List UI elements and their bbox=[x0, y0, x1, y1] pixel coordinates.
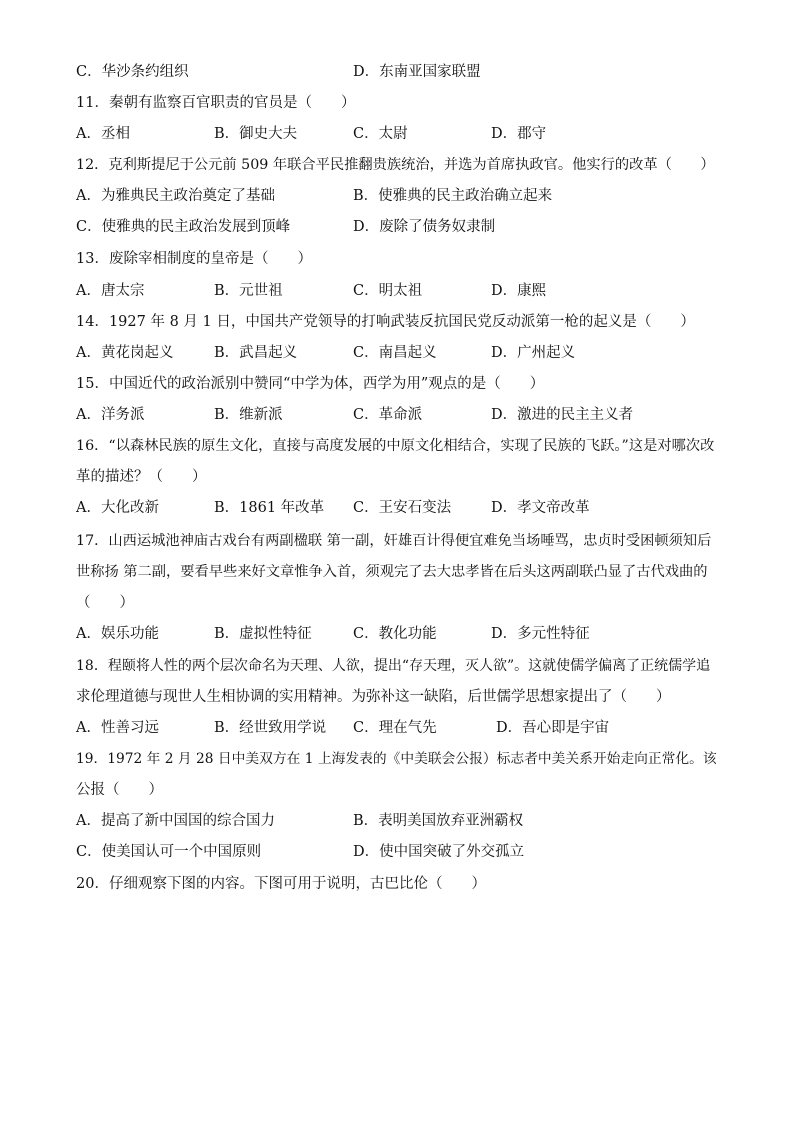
q16-stem-line1: 16．“以森林民族的原生文化，直接与高度发展的中原文化相结合，实现了民族的飞跃。”这是对哪次改 bbox=[76, 438, 715, 454]
q19-option-d: D．使中国突破了外交孤立 bbox=[353, 844, 525, 860]
q18-option-a: A．性善习远 bbox=[76, 720, 159, 736]
q18-option-b: B．经世致用学说 bbox=[214, 720, 327, 736]
q16-stem-line2: 革的描述？（ ） bbox=[76, 469, 207, 485]
q12-stem: 12．克利斯提尼于公元前 509 年联合平民推翻贵族统治，并选为首席执政官。他实行的改革（ ） bbox=[76, 157, 715, 173]
q19-option-b: B．表明美国放弃亚洲霸权 bbox=[353, 813, 524, 829]
q16-option-a: A．大化改新 bbox=[76, 500, 159, 516]
q11-option-d: D．郡守 bbox=[491, 126, 547, 142]
q13-option-d: D．康熙 bbox=[491, 283, 547, 299]
q17-stem-line2: 世称扬 第二副，要看早些来好文章惟争入首，须观完了去大忠孝皆在后头这两副联凸显了古代戏曲的 bbox=[76, 564, 708, 580]
q17-option-b: B．虚拟性特征 bbox=[214, 626, 312, 642]
q16-option-b: B．1861 年改革 bbox=[214, 500, 325, 516]
q18-option-d: D．吾心即是宇宙 bbox=[496, 720, 610, 736]
q15-option-a: A．洋务派 bbox=[76, 407, 145, 423]
q13-option-b: B．元世祖 bbox=[214, 283, 283, 299]
q19-stem-line2: 公报（ ） bbox=[76, 782, 163, 798]
q17-option-a: A．娱乐功能 bbox=[76, 626, 159, 642]
q10-option-d: D．东南亚国家联盟 bbox=[353, 64, 481, 80]
q14-option-b: B．武昌起义 bbox=[214, 345, 298, 361]
q12-option-c: C．使雅典的民主政治发展到顶峰 bbox=[76, 219, 291, 235]
q11-option-b: B．御史大夫 bbox=[214, 126, 298, 142]
q15-stem: 15．中国近代的政治派别中赞同“中学为体，西学为用”观点的是（ ） bbox=[76, 376, 545, 392]
q18-stem-line1: 18．程颐将人性的两个层次命名为天理、人欲，提出“存天理，灭人欲”。这就使儒学偏离了正统儒学追 bbox=[76, 658, 711, 674]
q17-option-d: D．多元性特征 bbox=[491, 626, 590, 642]
q17-stem-line3: （ ） bbox=[76, 595, 134, 611]
q11-option-c: C．太尉 bbox=[353, 126, 408, 142]
q11-option-a: A．丞相 bbox=[76, 126, 130, 142]
q19-stem-line1: 19．1972 年 2 月 28 日中美双方在 1 上海发表的《中美联会公报）标志者中美关系开始走向正常化。该 bbox=[76, 751, 717, 767]
q17-stem-line1: 17．山西运城池神庙古戏台有两副楹联 第一副，奸雄百计得便宜难免当场唾骂，忠贞时受困顿须知后 bbox=[76, 533, 712, 549]
q15-option-c: C．革命派 bbox=[353, 407, 423, 423]
q18-stem-line2: 求伦理道德与现世人生相协调的实用精神。为弥补这一缺陷，后世儒学思想家提出了（ ） bbox=[76, 689, 671, 705]
q16-option-d: D．孝文帝改革 bbox=[491, 500, 590, 516]
q10-option-c: C．华沙条约组织 bbox=[76, 64, 189, 80]
q19-option-c: C．使美国认可一个中国原则 bbox=[76, 844, 262, 860]
q16-option-c: C．王安石变法 bbox=[353, 500, 452, 516]
q15-option-b: B．维新派 bbox=[214, 407, 283, 423]
q14-option-c: C．南昌起义 bbox=[353, 345, 437, 361]
q19-option-a: A．提高了新中国国的综合国力 bbox=[76, 813, 275, 829]
q18-option-c: C．理在气先 bbox=[353, 720, 437, 736]
q11-stem: 11．秦朝有监察百官职责的官员是（ ） bbox=[76, 95, 356, 111]
q12-option-b: B．使雅典的民主政治确立起来 bbox=[353, 188, 553, 204]
q14-option-d: D．广州起义 bbox=[491, 345, 576, 361]
q12-option-a: A．为雅典民主政治奠定了基础 bbox=[76, 188, 275, 204]
q13-option-c: C．明太祖 bbox=[353, 283, 423, 299]
q14-option-a: A．黄花岗起义 bbox=[76, 345, 174, 361]
q15-option-d: D．激进的民主主义者 bbox=[491, 407, 634, 423]
q13-stem: 13．废除宰相制度的皇帝是（ ） bbox=[76, 251, 312, 267]
q17-option-c: C．教化功能 bbox=[353, 626, 437, 642]
q13-option-a: A．唐太宗 bbox=[76, 283, 145, 299]
q12-option-d: D．废除了债务奴隶制 bbox=[353, 219, 496, 235]
q20-stem: 20．仔细观察下图的内容。下图可用于说明，古巴比伦（ ） bbox=[76, 876, 486, 892]
q14-stem: 14．1927 年 8 月 1 日，中国共产党领导的打响武装反抗国民党反动派第一枪的起义是（ ） bbox=[76, 314, 695, 330]
